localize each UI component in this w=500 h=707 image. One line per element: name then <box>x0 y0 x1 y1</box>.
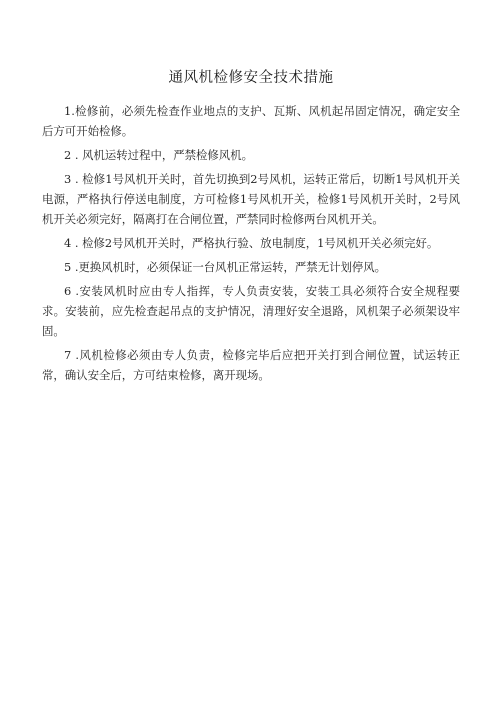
paragraph-2: 2 . 风机运转过程中，严禁检修风机。 <box>64 148 253 162</box>
document-title: 通风机检修安全技术措施 <box>168 70 334 86</box>
paragraph-7: 7 .风机检修必须由专人负责，检修完毕后应把开关打到合闸位置，试运转正常，确认安全后，方可结束检修，离开现场。 <box>42 348 460 382</box>
paragraph-4: 4 . 检修2号风机开关时，严格执行验、放电制度，1号风机开关必须完好。 <box>64 236 439 250</box>
paragraph-3: 3 . 检修1号风机开关时，首先切换到2号风机，运转正常后，切断1号风机开关电源，严格执行停送电制度，方可检修1号风机开关，检修1号风机开关时，2号风机开关必须完好，隔离打在合闸位置，严禁同时检修两台风机开关。 <box>42 172 460 226</box>
paragraph-5: 5 .更换风机时，必须保证一台风机正常运转，严禁无计划停风。 <box>64 260 387 274</box>
paragraph-6: 6 .安装风机时应由专人指挥，专人负责安装，安装工具必须符合安全规程要求。安装前，应先检查起吊点的支护情况，清理好安全退路，风机架子必须架设牢固。 <box>42 284 460 338</box>
paragraph-1: 1.检修前，必须先检查作业地点的支护、瓦斯、风机起吊固定情况，确定安全后方可开始检修。 <box>42 104 460 138</box>
